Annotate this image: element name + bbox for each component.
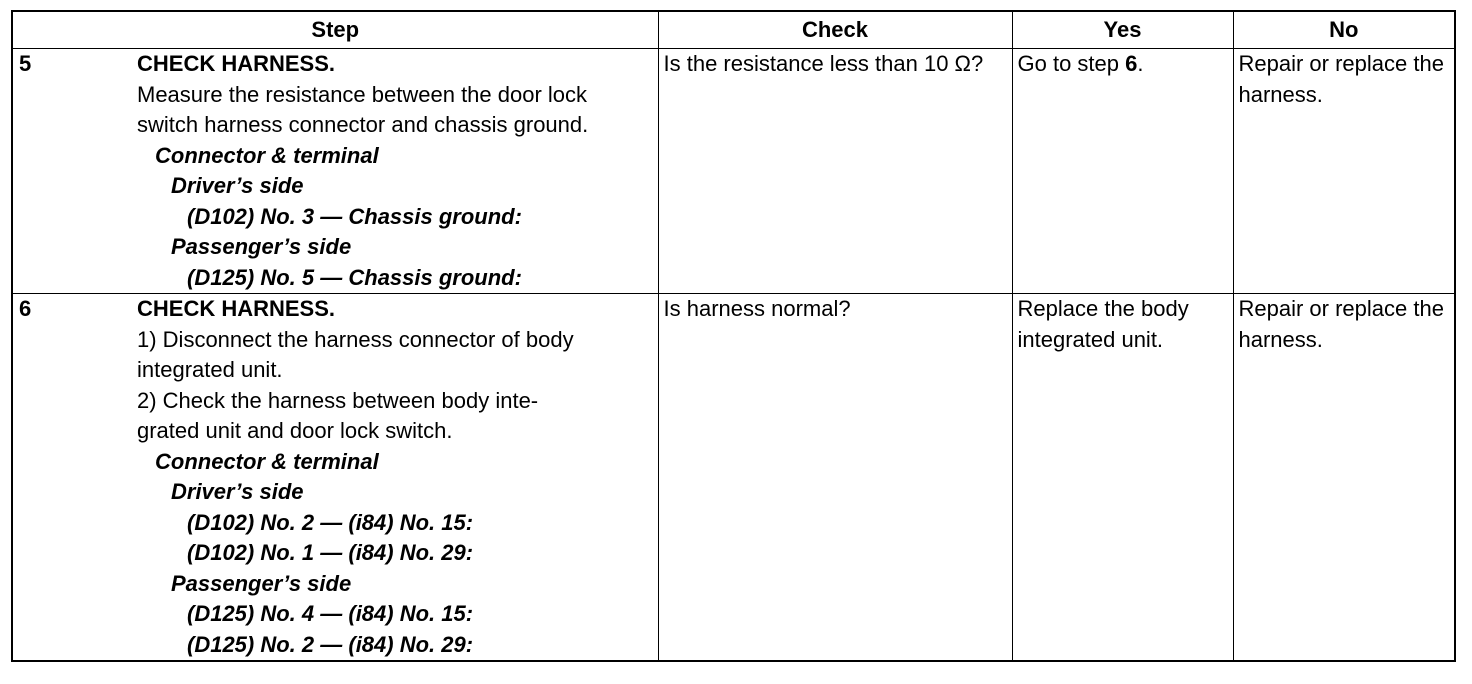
instruction-line: Measure the resistance between the door lock xyxy=(137,81,588,107)
terminal-spec: (D125) No. 4 — (i84) No. 15: xyxy=(187,601,474,626)
table-row-step-5 xyxy=(12,49,1455,294)
header-step: Step xyxy=(12,11,658,49)
connector-heading: Connector & terminal xyxy=(155,448,379,474)
table-row-step-6 xyxy=(12,294,1455,662)
no-action: Repair or replace the harness. xyxy=(1238,51,1444,107)
terminal-spec: (D102) No. 2 — (i84) No. 15: xyxy=(187,509,474,535)
terminal-spec: (D125) No. 5 — Chassis ground: xyxy=(187,264,522,290)
check-question: Is harness normal? xyxy=(663,296,851,321)
yes-cell xyxy=(1012,49,1233,294)
passenger-side-heading: Passenger’s side xyxy=(171,570,352,596)
yes-cell xyxy=(1012,294,1233,662)
instruction-line: switch harness connector and chassis ground. xyxy=(137,112,589,137)
header-check: Check xyxy=(658,11,1012,49)
driver-side-heading: Driver’s side xyxy=(171,479,304,504)
step-number: 6 xyxy=(19,296,32,321)
step-title: CHECK HARNESS. xyxy=(137,296,336,321)
driver-side-heading: Driver’s side xyxy=(171,173,304,198)
passenger-side-heading: Passenger’s side xyxy=(171,234,352,259)
connector-heading: Connector & terminal xyxy=(155,142,379,168)
step-cell xyxy=(12,294,658,662)
no-cell xyxy=(1233,294,1455,662)
yes-suffix: . xyxy=(1137,51,1144,76)
yes-action: Replace the body integrated unit. xyxy=(1017,296,1189,352)
instruction-line: grated unit and door lock switch. xyxy=(137,418,453,443)
check-question: Is the resistance less than 10 Ω? xyxy=(663,51,984,76)
step-reference: 6 xyxy=(1125,51,1138,76)
no-action: Repair or replace the harness. xyxy=(1238,296,1444,352)
header-no: No xyxy=(1233,11,1455,49)
header-row xyxy=(12,11,1455,49)
step-body xyxy=(137,294,658,660)
terminal-spec: (D102) No. 1 — (i84) No. 29: xyxy=(187,540,474,565)
terminal-spec: (D125) No. 2 — (i84) No. 29: xyxy=(187,631,474,657)
no-cell xyxy=(1233,49,1455,294)
instruction-line: integrated unit. xyxy=(137,357,283,382)
check-cell xyxy=(658,49,1012,294)
step-title: CHECK HARNESS. xyxy=(137,51,336,76)
diagnostic-table xyxy=(11,10,1456,662)
instruction-line: 2) Check the harness between body inte- xyxy=(137,387,539,413)
instruction-line: 1) Disconnect the harness connector of body xyxy=(137,326,574,352)
step-body xyxy=(137,49,658,293)
terminal-spec: (D102) No. 3 — Chassis ground: xyxy=(187,203,522,229)
step-cell xyxy=(12,49,658,294)
check-cell xyxy=(658,294,1012,662)
step-number: 5 xyxy=(19,51,32,76)
yes-prefix: Go to step xyxy=(1017,51,1126,76)
header-yes: Yes xyxy=(1012,11,1233,49)
